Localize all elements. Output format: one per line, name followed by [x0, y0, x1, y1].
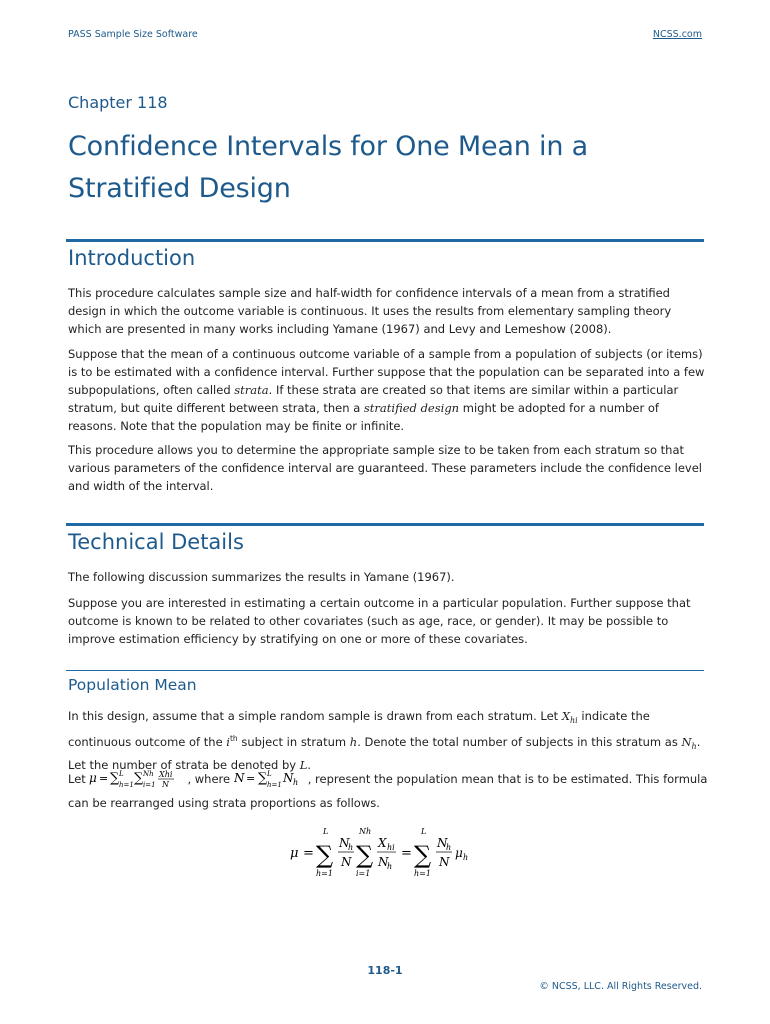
svg-text:∑: ∑ — [134, 771, 144, 786]
chapter-label: Chapter 118 — [68, 93, 168, 112]
svg-text:Xhi: Xhi — [159, 770, 173, 779]
svg-text:∑: ∑ — [257, 771, 268, 786]
running-header-software: PASS Sample Size Software — [68, 29, 198, 40]
intro-paragraph-2: Suppose that the mean of a continuous outcome variable of a sample from a population of subjects (or items) is to be estimated with a confidence interval. Further suppose that the population can be separated into a few subpopulations, often called strata. If these strata are created so that items are similar within a particular stratum, but quite different between strata, then a stratified design might be adopted for a number of reasons. Note that the population may be finite or infinite. — [68, 347, 705, 433]
svg-text:h=1: h=1 — [266, 781, 282, 789]
svg-text:N: N — [162, 780, 170, 789]
technical-paragraph-1: The following discussion summarizes the results in Yamane (1967). — [68, 570, 455, 584]
svg-text:h=1: h=1 — [414, 869, 431, 878]
heading-introduction: Introduction — [68, 246, 196, 270]
svg-text:hi: hi — [387, 843, 395, 852]
section-rule — [66, 523, 704, 526]
svg-text:Nh: Nh — [359, 827, 372, 836]
svg-text:h: h — [463, 853, 469, 862]
svg-text:L: L — [119, 770, 125, 778]
heading-technical-details: Technical Details — [68, 530, 244, 554]
svg-text:h=1: h=1 — [316, 869, 333, 878]
svg-text:N: N — [233, 771, 245, 785]
svg-text:μ: μ — [290, 846, 299, 861]
svg-text:N: N — [437, 836, 448, 850]
technical-paragraph-2: Suppose you are interested in estimating a certain outcome in a particular population. Further suppose that outcome is known to be related to other covariates (such as age, race, or gender). It may be possible to improve estimation efficiency by stratifying on one or more of these covariates. — [68, 596, 691, 646]
svg-text:h=1: h=1 — [119, 781, 135, 789]
svg-text:=: = — [401, 846, 412, 861]
display-formula-stratified-mean — [288, 822, 488, 882]
svg-text:N: N — [339, 836, 350, 850]
svg-text:∑: ∑ — [414, 841, 432, 869]
svg-text:=: = — [303, 846, 314, 861]
section-rule — [66, 239, 704, 242]
svg-text:N: N — [341, 855, 352, 869]
svg-text:μ: μ — [89, 771, 98, 785]
term-stratified-design: stratified design — [363, 401, 460, 415]
svg-text:=: = — [245, 772, 255, 785]
intro-paragraph-3: This procedure allows you to determine the appropriate sample size to be taken from each stratum so that various parameters of the confidence interval are guaranteed. These parameters include the confidence level and width of the interval. — [68, 443, 702, 493]
svg-text:L: L — [266, 770, 272, 778]
svg-text:∑: ∑ — [316, 841, 334, 869]
intro-paragraph-1: This procedure calculates sample size and half-width for confidence intervals of a mean from a stratified design in which the outcome variable is continuous. It uses the results from elementary sampling theory which are presented in many works including Yamane (1967) and Levy and Lemeshow (2008). — [68, 286, 672, 336]
svg-text:N: N — [439, 855, 450, 869]
svg-text:L: L — [421, 827, 427, 836]
population-mean-paragraph-1: In this design, assume that a simple random sample is drawn from each stratum. Let $X_{hi}$ indicate the continuous outcome of the $i^{th}$ subject in stratum h. Denote the total number of subjects in this stratum as $N_h$. Let the number of strata be denoted by L. — [68, 709, 701, 772]
term-strata: strata — [234, 383, 269, 397]
svg-text:X: X — [378, 836, 387, 850]
subsection-rule — [66, 670, 704, 671]
svg-text:L: L — [323, 827, 329, 836]
svg-text:i=1: i=1 — [143, 781, 157, 789]
svg-text:h: h — [446, 843, 452, 852]
population-mean-paragraph-2: Let μ = ∑ L h=1 ∑ Nh i=1 Xhi N , where N = ∑ L h=1 N h , represent the population mean that is to be estimated. This formula can be rearranged using strata proportions as follows. — [68, 770, 708, 810]
svg-text:N: N — [282, 771, 294, 785]
copyright-notice: © NCSS, LLC. All Rights Reserved. — [539, 981, 702, 992]
svg-text:∑: ∑ — [110, 771, 120, 786]
svg-text:N: N — [378, 855, 389, 869]
svg-text:h: h — [348, 843, 354, 852]
svg-text:h: h — [292, 778, 298, 787]
svg-text:=: = — [99, 772, 109, 785]
svg-text:∑: ∑ — [356, 841, 374, 869]
ncss-link[interactable]: NCSS.com — [652, 29, 702, 40]
svg-text:μ: μ — [455, 846, 463, 860]
heading-population-mean: Population Mean — [68, 676, 197, 694]
inline-formula-N — [234, 768, 308, 790]
page-number: 118-1 — [367, 964, 403, 977]
svg-text:i=1: i=1 — [356, 869, 371, 878]
svg-text:Nh: Nh — [143, 770, 155, 778]
svg-text:h: h — [387, 862, 393, 871]
page-title: Confidence Intervals for One Mean in a Stratified Design — [68, 131, 588, 204]
inline-formula-mu — [89, 768, 187, 790]
